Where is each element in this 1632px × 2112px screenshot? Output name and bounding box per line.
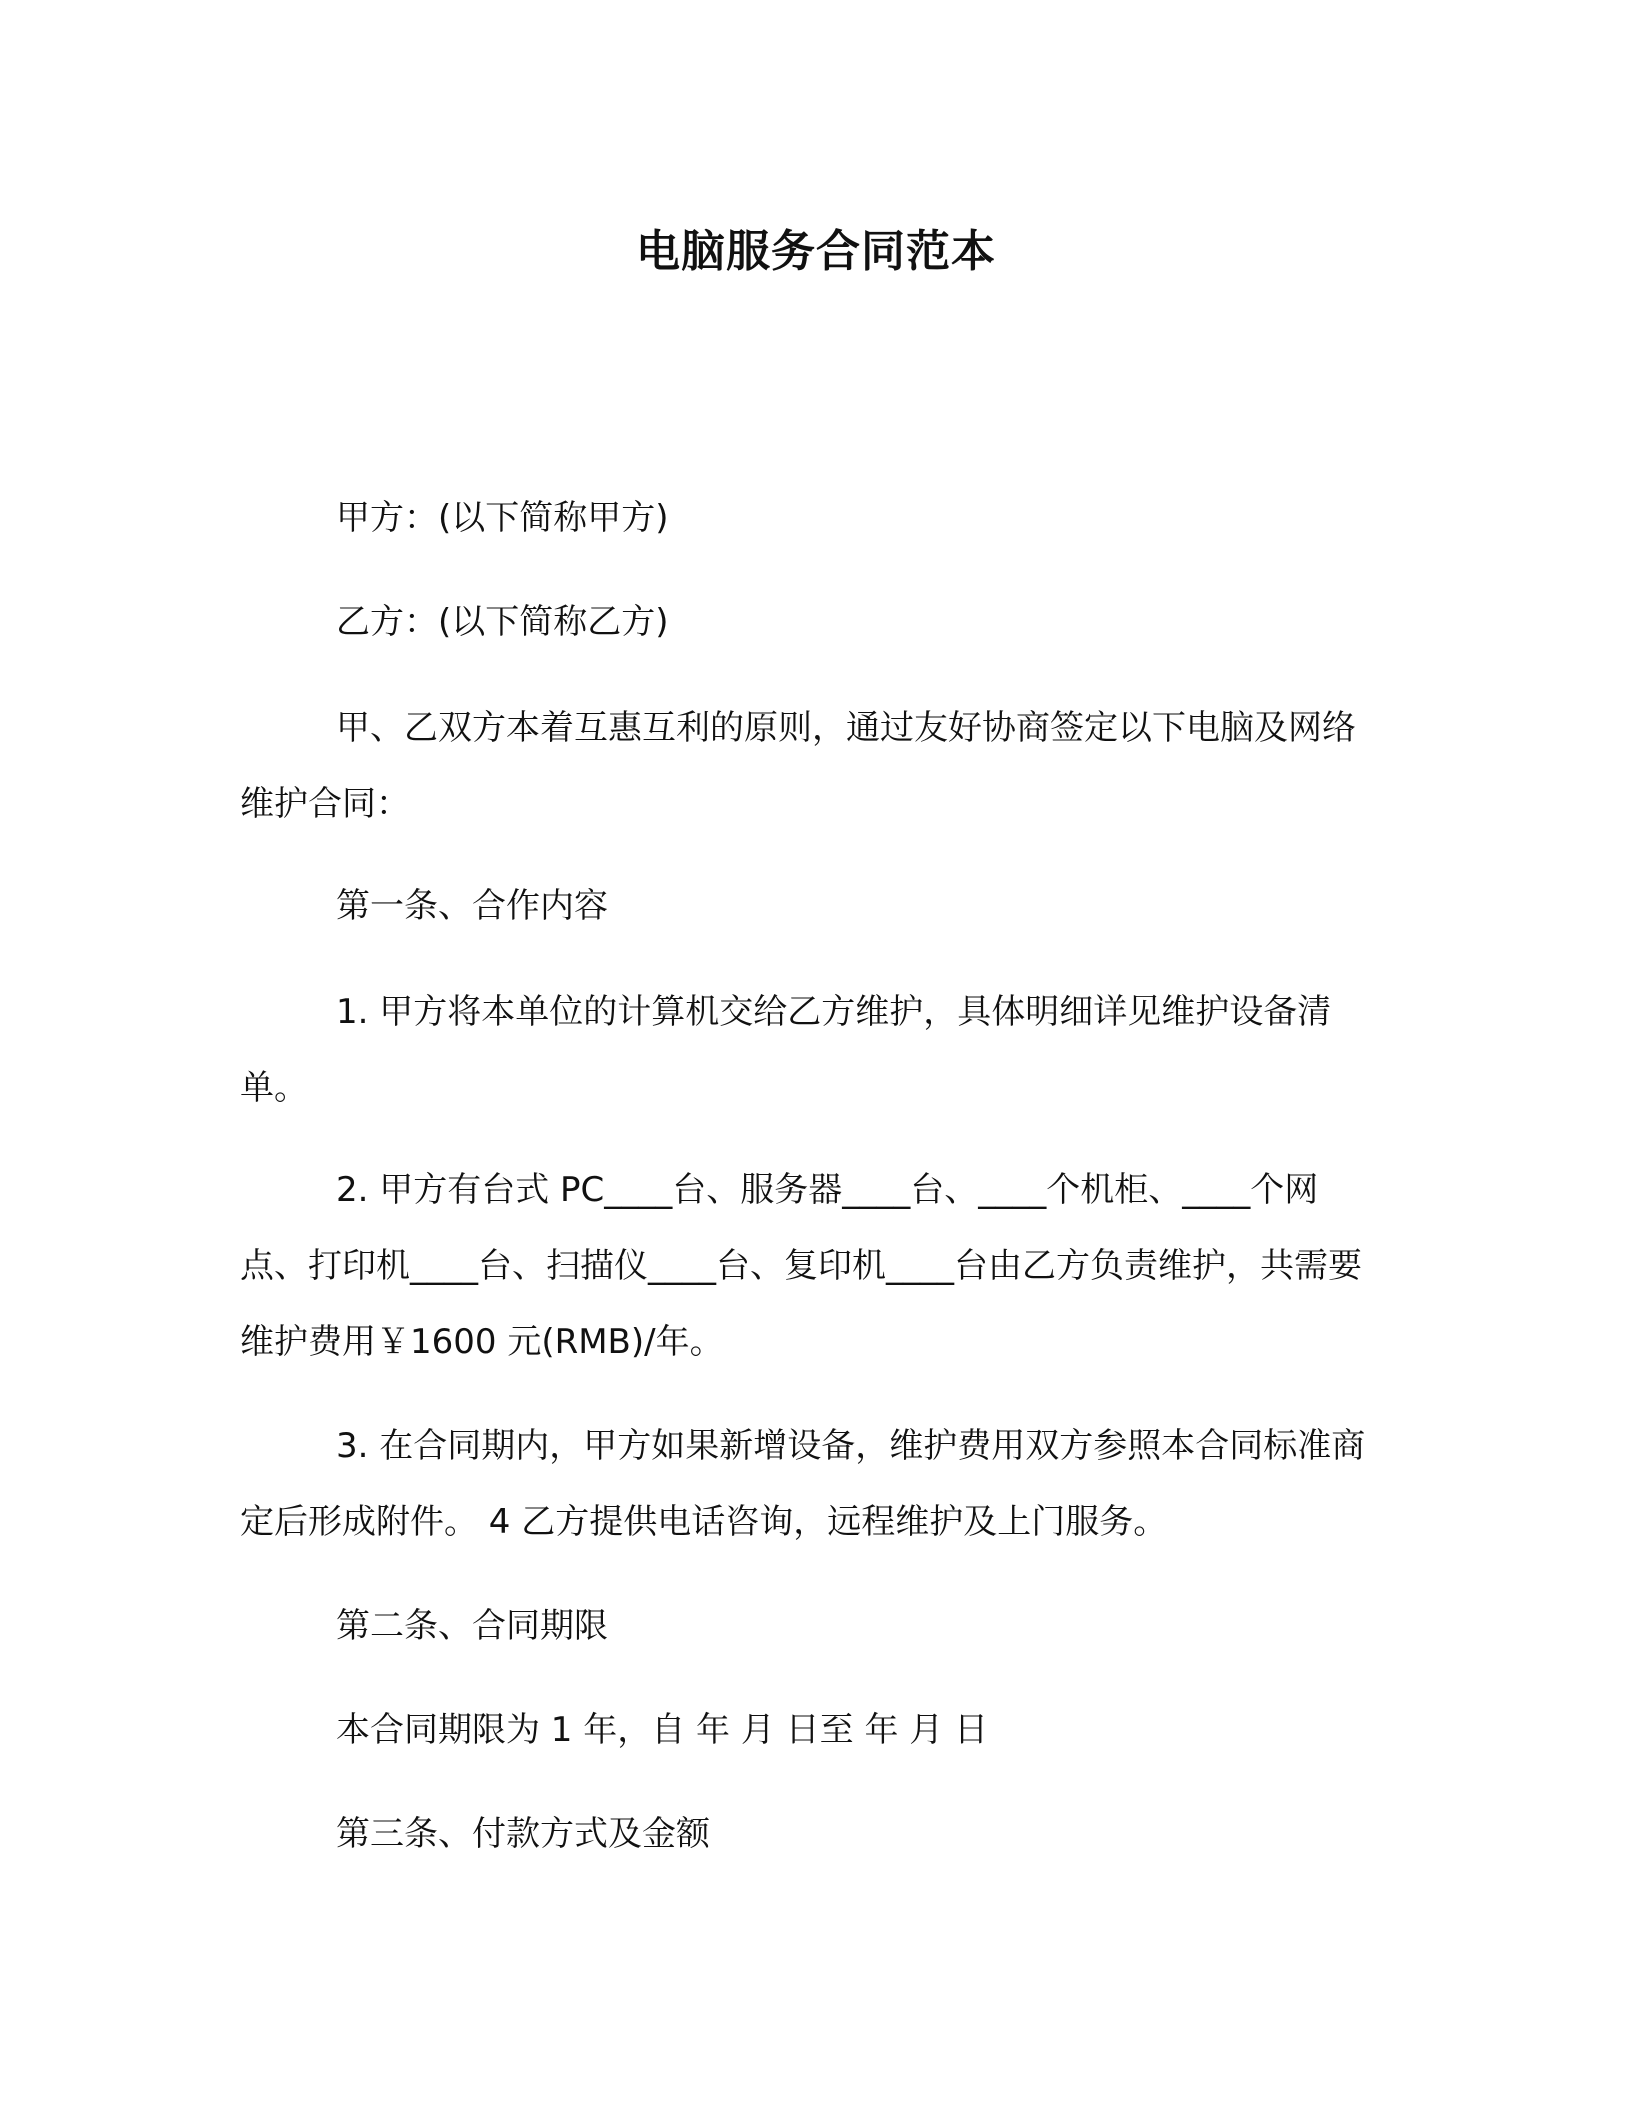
article-3-heading: 第三条、付款方式及金额 (336, 1814, 710, 1854)
article-1-heading: 第一条、合作内容 (336, 886, 608, 926)
article-1-item-2: 2. 甲方有台式 PC____台、服务器____台、____个机柜、____个网点、打印机____台、扫描仪____台、复印机____台由乙方负责维护，共需要维护费用￥1600 元(RMB)/年。 (240, 1170, 1362, 1362)
intro-paragraph: 甲、乙双方本着互惠互利的原则，通过友好协商签定以下电脑及网络维护合同： (240, 708, 1356, 824)
document-title: 电脑服务合同范本 (636, 226, 996, 277)
article-1-item-1: 1. 甲方将本单位的计算机交给乙方维护，具体明细详见维护设备清单。 (240, 992, 1332, 1108)
party-a-line: 甲方：(以下简称甲方) (336, 498, 669, 538)
article-2-text: 本合同期限为 1 年，自 年 月 日至 年 月 日 (336, 1710, 989, 1750)
party-b-line: 乙方：(以下简称乙方) (336, 602, 669, 642)
article-2-heading: 第二条、合同期限 (336, 1606, 608, 1646)
article-1-item-3: 3. 在合同期内，甲方如果新增设备，维护费用双方参照本合同标准商定后形成附件。 4 乙方提供电话咨询，远程维护及上门服务。 (240, 1426, 1366, 1542)
